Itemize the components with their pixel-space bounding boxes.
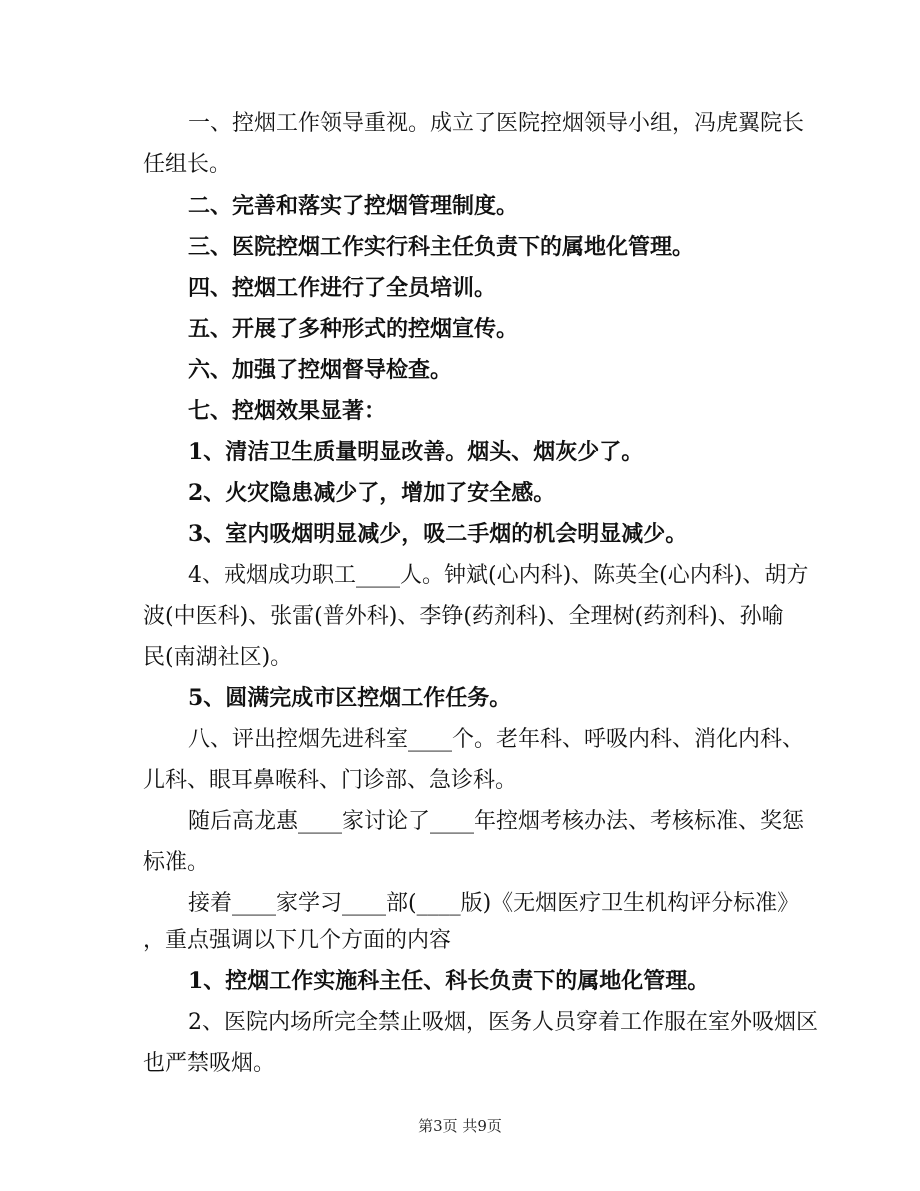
- paragraph-9: 2、火灾隐患减少了，增加了安全感。: [188, 480, 556, 506]
- paragraph-10: 3、室内吸烟明显减少，吸二手烟的机会明显减少。: [188, 521, 688, 547]
- paragraph-14-line-2: 标准。: [143, 850, 210, 875]
- paragraph-15-continued: [143, 920, 743, 961]
- paragraph-6: 六、加强了控烟督导检查。: [188, 357, 453, 383]
- paragraph-1: [188, 103, 805, 144]
- paragraph-13-line-2: 儿科、眼耳鼻喉科、门诊部、急诊科。: [143, 768, 518, 793]
- paragraph-13: [188, 719, 805, 760]
- paragraph-1-line-2: 任组长。: [143, 152, 232, 177]
- paragraph-5: 五、开展了多种形式的控烟宣传。: [188, 316, 519, 342]
- paragraph-17: [188, 1002, 818, 1043]
- paragraph-17-line-2: 也严禁吸烟。: [143, 1051, 276, 1076]
- paragraph-15-line-1: 接着____家学习____部(____版)《无烟医疗卫生机构评分标准》: [188, 891, 800, 916]
- paragraph-11-line-3: 民(南湖社区)。: [143, 645, 293, 670]
- paragraph-1-continued: [143, 144, 743, 185]
- paragraph-2: 二、完善和落实了控烟管理制度。: [188, 193, 519, 219]
- paragraph-11-line-2: 波(中医科)、张雷(普外科)、李铮(药剂科)、全理树(药剂科)、孙喻: [143, 604, 784, 629]
- paragraph-17-continued: [143, 1043, 743, 1084]
- paragraph-11-line-1: 4、戒烟成功职工____人。钟斌(心内科)、陈英全(心内科)、胡方: [188, 563, 809, 588]
- paragraph-13-line-1: 八、评出控烟先进科室____个。老年科、呼吸内科、消化内科、: [188, 727, 805, 752]
- paragraph-17-line-1: 2、医院内场所完全禁止吸烟，医务人员穿着工作服在室外吸烟区: [188, 1010, 818, 1035]
- page-number-footer: 第3页 共9页: [418, 1117, 502, 1135]
- paragraph-1-line-1: 一、控烟工作领导重视。成立了医院控烟领导小组，冯虎翼院长: [188, 111, 805, 136]
- paragraph-13-continued: [143, 760, 743, 801]
- paragraph-11-continued: [143, 596, 784, 678]
- paragraph-11: [188, 555, 809, 596]
- paragraph-4: 四、控烟工作进行了全员培训。: [188, 275, 497, 301]
- paragraph-7: 七、控烟效果显著：: [188, 398, 387, 424]
- paragraph-14-continued: [143, 842, 743, 883]
- paragraph-14: [188, 801, 805, 842]
- paragraph-16: 1、控烟工作实施科主任、科长负责下的属地化管理。: [188, 968, 710, 994]
- paragraph-15: [188, 883, 800, 924]
- paragraph-3: 三、医院控烟工作实行科主任负责下的属地化管理。: [188, 234, 695, 260]
- paragraph-15-line-2: ，重点强调以下几个方面的内容: [143, 928, 452, 953]
- paragraph-14-line-1: 随后高龙惠____家讨论了____年控烟考核办法、考核标准、奖惩: [188, 809, 805, 834]
- paragraph-8: 1、清洁卫生质量明显改善。烟头、烟灰少了。: [188, 439, 644, 465]
- paragraph-12: 5、圆满完成市区控烟工作任务。: [188, 685, 512, 711]
